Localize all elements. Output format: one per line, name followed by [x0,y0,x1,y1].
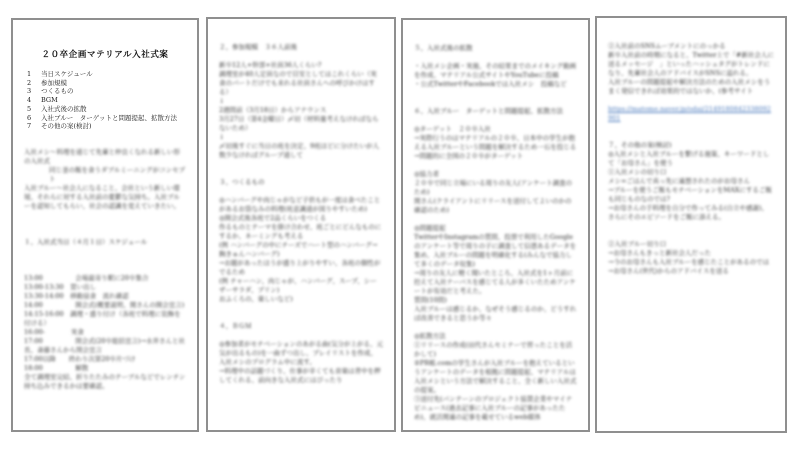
text-line [414,161,577,170]
text-line [24,229,186,238]
text-line: ①リリースの作成(田代さんセミナーで習ったことを活かして) [414,341,573,358]
text-line [414,323,577,332]
text-line: →ブルーを使うご飯もモチベーションをMAXにするご飯も同じものなのでは? [608,186,772,203]
text-line: 質問(10問) [414,296,447,304]
text-line [24,211,186,220]
toc-item-label: 入社ブルー ターゲットと問題提起、拡散方法 [41,113,177,122]
text-line: メシ=ごはんで真っ先に連想されたのがお母さん [608,177,750,185]
page-1-body [24,148,186,391]
text-line: 13:30-14:00 移動昼食 流れ確認 [24,291,129,300]
toc-item-label: BGM [41,96,58,105]
text-line [414,53,577,62]
text-line [219,331,383,340]
page-title: ２０卒企画マテリアル入社式案 [41,50,169,60]
text-line [608,231,774,240]
text-line: ②入社ブルー切り口 [608,240,667,248]
text-line: ↓ [219,97,225,105]
text-line: →お題があったほうが盛り上がりやすい、各班の個性がでるため [219,259,381,276]
toc-item-label: その他の案(検討) [41,122,92,131]
text-line [414,116,577,125]
text-line: 作るものとテーマを掛け合わせ、班ごとにどんなものにするか、ネーミングも考える [219,223,382,240]
text-line: ◎入社メシと入社ブルーを繋げる施策、キーワードとして「お母さん」を使う [608,150,770,167]
text-line: 全て調理室完結、折りたたみのテーブルなどでレンチン持ち込みできるかは要確認。 [24,372,186,390]
text-line: 同じ釜の飯を食うダブルミーニングがコンセプト [49,165,186,183]
text-line [219,160,383,169]
text-line: ２０卒で同じ立場にいる周りの友人(アンケート調査のため) [414,179,573,196]
toc-item-label: 当日スケジュール [41,70,93,78]
text-line: →実際行うのはマテリアルの２０卒、日本中の学生が抱える入社ブルーという問題を解決するため一石を投じる→問題的に全国の２０卒がターゲット [414,134,577,160]
text-line: ６、入社ブルー ターゲットと問題提起、拡散方法 [414,107,563,115]
text-line [24,256,186,265]
text-line: 入社ブルーの問題提起や解決方法のための入社メシをうまく発信できれば効果的ではないか、(参考サイト [608,78,771,95]
text-line: ③送付先(パンテーンのプロジェクト協賛企業やマイナビニュース(過去記事に入社ブルーの記事があったため)、就活関連の記事を載せているweb媒体 [414,395,573,421]
text-line: ①入社メシの切り口 [608,168,667,176]
text-line: 新卒12人+幹部+社員36人くらい? [219,61,322,69]
text-line: 入社メシ〜料理を通じて先輩と仲良くなれる新しい形の入社式 [24,147,180,165]
text-line: ◎協力者 [414,170,440,178]
text-line: →周りの友人に軽く聞いたところ、入社式を1ヶ月前に控えて入社ナーバスを感じてる人が多くいたためアンケートが有効だと考えた。 [414,269,576,295]
text-line: おふくろの、楽しいなど) [219,295,293,303]
document-page-2 [206,17,396,432]
text-line: ３、つくるもの [219,178,265,186]
text-line: →お母さんもきっと新社会人だった [608,249,711,257]
text-line: ・公式TwitterやFacebookでは入社メシ 投稿など [414,80,567,88]
text-line [414,89,577,98]
toc-item-number: 2 [27,78,32,87]
text-line [219,169,383,178]
text-line: 入社ブルーは感じるか、なぜそう感じるのか、どうすれば改善できると思うか等々 [414,305,577,322]
text-line: →今のお母さんも入社ブルーを感じたことがあるのでは [608,258,770,266]
toc-item [27,122,186,131]
document-page-4 [595,16,787,433]
text-line [414,98,577,107]
text-line [219,187,383,196]
text-line: 18:00 解散 [24,363,89,372]
text-line: 16:00- 実食 [24,327,84,336]
text-line: 14:00 開会式(概要説明、関さんの開会宣言) [24,300,185,309]
text-line: １、入社式当日（４月１日）スケジュール [24,237,148,246]
toc-item-number: 6 [27,113,32,122]
document-page-1 [11,18,199,432]
text-line [608,132,774,141]
text-line [219,52,383,61]
toc-item-number: 5 [27,104,32,113]
page-4-body [608,42,774,276]
text-line: 17:00以降 終わり次第20卒片づけ [24,354,136,363]
text-line: ◎問題提起 [414,224,446,232]
toc-item-label: 入社式後の拡散 [41,104,87,113]
document-page-3 [401,18,590,432]
text-line: 17:00 閉会式(20卒総括宣言)→水井さんと社長、斎藤さんから閉会宣言 [24,336,186,354]
toc-item-number: 1 [27,70,32,78]
text-line: ２、参加規模 ３６人前後 [219,43,297,51]
text-line [414,215,577,224]
text-line: →お母さんの手料理を自分で作ってみる(自立や感謝)、さらにそのエピソードをご飯に添える。 [608,204,769,221]
text-line: (例 ハンバーグの中にチーズでハート型のハンバーグ→胸きゅんハンバーグ) [219,241,378,258]
toc-item [27,87,186,96]
page-2-body [219,43,383,385]
text-line: →料理中の話題づくり、仕事が辛くても音楽は背中を押してくれる、前向きな入社式にはぴったり [219,367,381,384]
reference-link[interactable]: https://matome.naver.jp/odai/2149180842338092901 [608,105,771,122]
text-line: ・入社メシ企画・実施、その結果までのメイキング動画を作成、マテリアル公式サイトやYouTubeに投稿 [414,62,577,79]
text-line: ◎ハンバーグや肉じゃがなど子供もが一度は食べたことがあるお袋なみの料理(班意識通が図りやすいため) [219,196,381,213]
toc-list [27,70,186,131]
text-line: ◎拡散方法 [414,332,446,340]
text-line: 調理室が40人定員なので目安としてはこれくらい（実食のパートだけでも来れる社員さんへの呼びかけはする） [219,70,377,96]
text-line: ◎開会式後各班で2品くらいをつくる [219,214,327,222]
toc-item-number: 4 [27,96,32,105]
text-line [24,265,186,274]
text-line: →お母さん(世代)からのアドバイスを送る [608,267,729,275]
text-line [608,123,774,132]
text-line [219,304,383,313]
text-line: 新卒入社前の時期になると、Twitter上で「#新社会人に送るメッセージ 」といったハッシュタグがトレンドになり、先輩社会人のアドバイスがSNSに溢れる。 [608,51,774,77]
text-line: 関さん(クライアントにリリースを送付してよいのかの確認のため) [414,197,572,214]
text-line [608,222,774,231]
text-line: ５、入社式後の拡散 [414,44,473,52]
toc-item-number: 7 [27,122,32,131]
toc-item-number: 3 [27,87,32,96]
text-line: 〆切後すぐに当日の班を決定、9班ほどに分けたいが人数少なければグループ通して [219,142,380,159]
toc-item [27,70,186,79]
text-line: 2週間前（3月18日）からアナウンス [219,106,327,114]
text-line [608,96,774,105]
text-line: ②入社前のSNSムーブメントにのっかる [608,42,726,50]
text-line: ◎参加者がモチベーションのあがる曲(気分が上がる、元気が出るもの)を一曲ずつ出し、プレイリストを作成、入社メシのプログラム中に流す。 [219,340,383,366]
toc-item [27,105,186,114]
text-line: (例 チャーハン、肉じゃが、ハンバーグ、スープ、シーザーサラダ、プリン) [219,277,377,294]
text-line [24,247,186,256]
text-line: 13:00-13:30 買い出し [24,282,97,291]
toc-item [27,96,186,105]
text-line: 入社ブルー〜社会人になること、会社という新しい環境、それらに対する入社前の憂鬱な気持ち。入社ブルーを認知してもらい、社会の認識を変えていきたい。 [24,183,180,210]
text-line: ７、その他の案(検討) [608,141,672,149]
text-line [24,220,186,229]
text-line: 13:00 会場最寄り駅に20卒集合 [24,273,149,282]
text-line: 14:15-16:00 調理・盛り付け（各班で料理に装飾を付ける） [24,309,181,327]
toc-item-label: つくるもの [41,87,74,96]
text-line: 3月27日（第4金曜日）〆切（材料量考えなければならないため） [219,115,379,132]
text-line: ↓ [219,133,225,141]
text-line: TwitterやInstagramの質問、投票で利用したGoogleのアンケート等で周りの子に調査して信憑あるデータを集め、入社ブルーの問題を明確化する(みんなで協力して多くのデータ収集) [414,233,577,268]
text-line: ◎ターゲット ２０卒入社 [414,125,491,133]
page-3-body [414,44,577,422]
toc-item-label: 参加規模 [41,78,67,87]
text-line [219,313,383,322]
toc-item [27,114,186,123]
text-line: ４、ＢＧＭ [219,322,252,330]
toc-item [27,79,186,88]
text-line: ②PR帳.comの学生さんが入社ブルーを抱えているというアンケートのデータを根拠に問題提起、マテリアルは入社メシという方法で解決すること、全く新しい入社式の提案。 [414,359,577,394]
